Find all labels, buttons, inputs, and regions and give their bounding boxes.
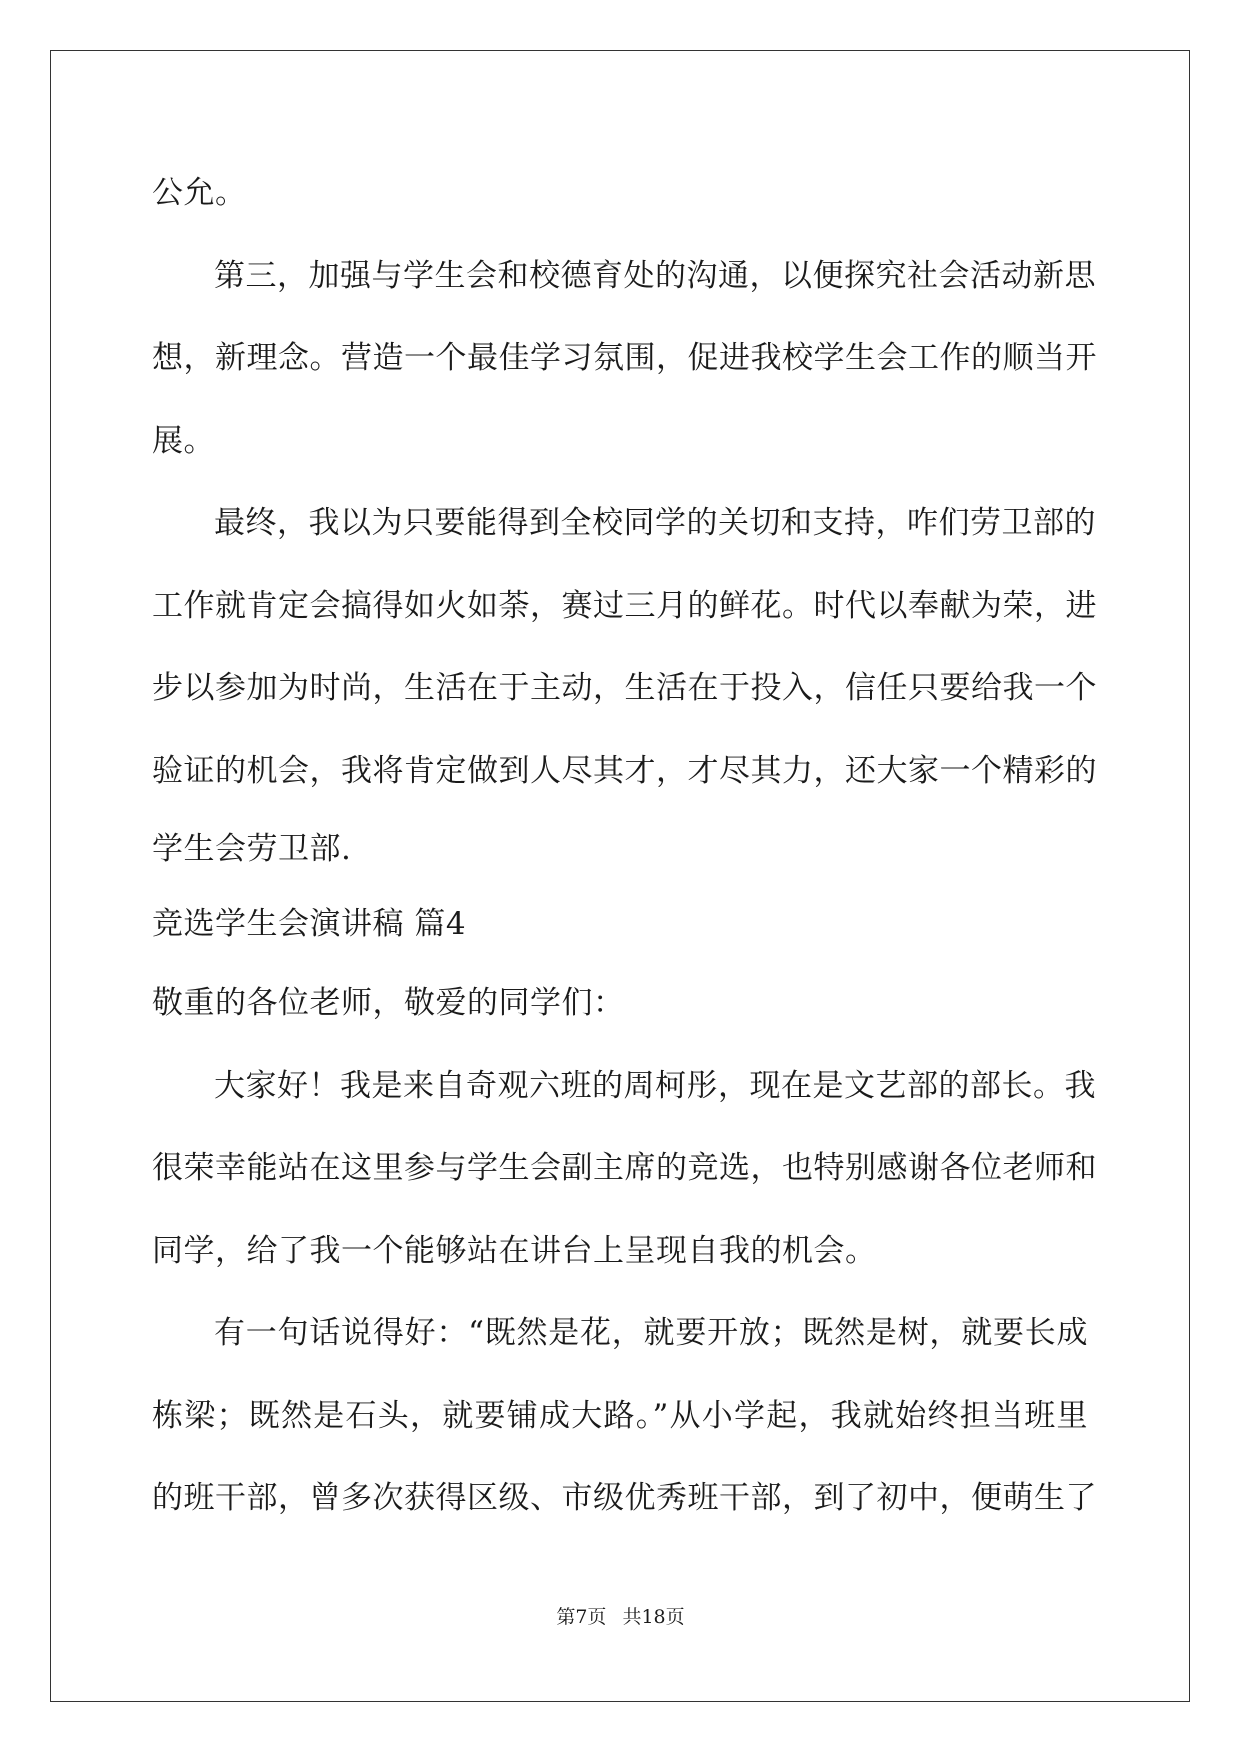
text-line: 有一句话说得好：“既然是花，就要开放；既然是树，就要长成: [214, 1315, 1088, 1351]
text-line: 第三，加强与学生会和校德育处的沟通，以便探究社会活动新思: [214, 257, 1096, 294]
text-line: 最终，我以为只要能得到全校同学的关切和支持，咋们劳卫部的: [214, 505, 1096, 541]
text-line: 学生会劳卫部.: [152, 831, 352, 867]
salutation: 敬重的各位老师，敬爱的同学们：: [152, 985, 625, 1021]
text-line: 的班干部，曾多次获得区级、市级优秀班干部，到了初中，便萌生了: [152, 1480, 1097, 1516]
document-body: [152, 152, 1097, 1540]
page-number: 第7页 共18页: [556, 1606, 685, 1628]
text-line: 大家好！我是来自奇观六班的周柯彤，现在是文艺部的部长。我: [214, 1067, 1096, 1104]
text-line: 步以参加为时尚，生活在于主动，生活在于投入，信任只要给我一个: [152, 670, 1097, 706]
text-line: 同学，给了我一个能够站在讲台上呈现自我的机会。: [152, 1232, 877, 1269]
section-heading: 竞选学生会演讲稿 篇4: [152, 906, 467, 942]
text-line: 栋梁；既然是石头，就要铺成大路。”从小学起，我就始终担当班里: [152, 1397, 1088, 1434]
text-line: 工作就肯定会搞得如火如荼，赛过三月的鲜花。时代以奉献为荣，进: [152, 587, 1097, 624]
text-line: 想，新理念。营造一个最佳学习氛围，促进我校学生会工作的顺当开: [152, 340, 1097, 376]
text-line: 展。: [152, 422, 215, 459]
text-line: 公允。: [152, 175, 247, 211]
text-line: 很荣幸能站在这里参与学生会副主席的竞选，也特别感谢各位老师和: [152, 1150, 1097, 1186]
text-line: 验证的机会，我将肯定做到人尽其才，才尽其力，还大家一个精彩的: [152, 752, 1097, 789]
